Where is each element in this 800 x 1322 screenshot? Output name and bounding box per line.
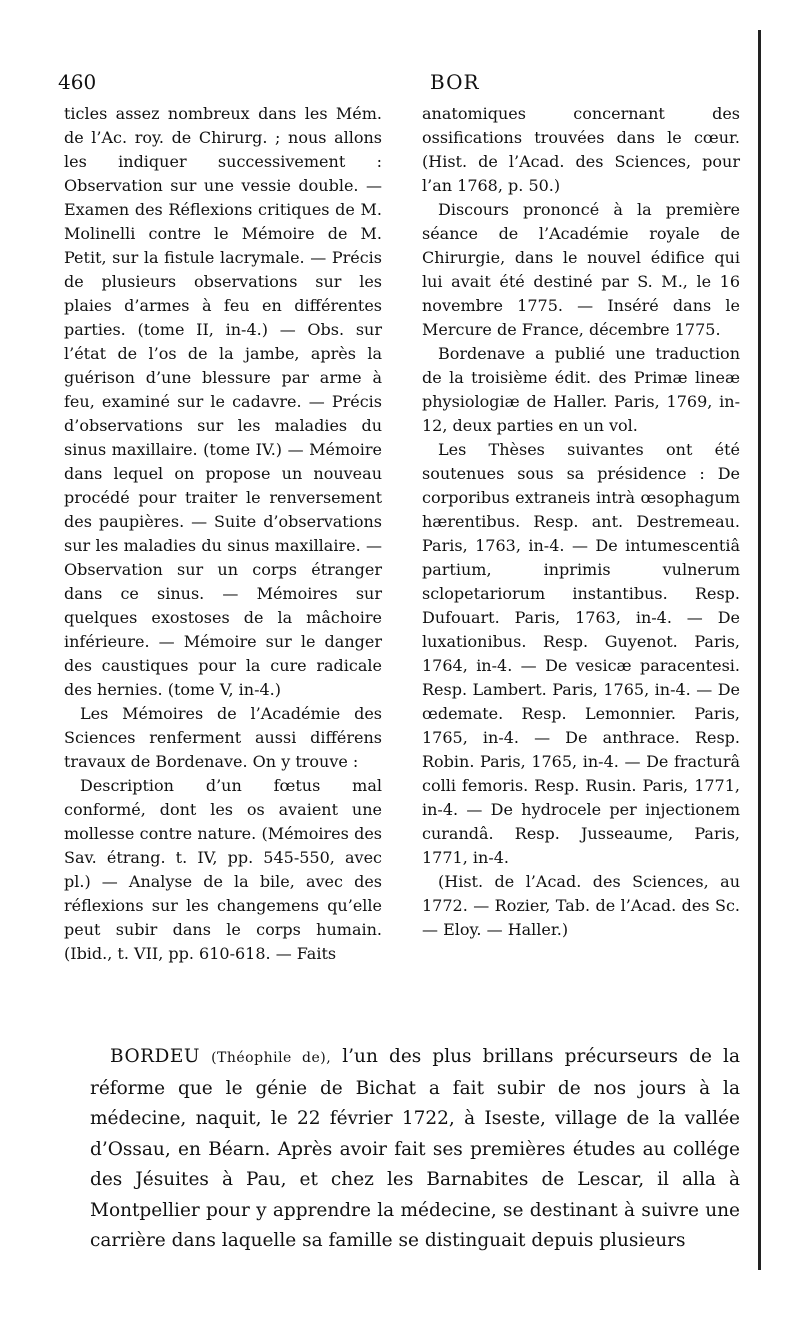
right-paragraph-theses: Les Thèses suivantes ont été soutenues sous sa présidence : De corporibus extraneis intrà œsophagum hærentibus. Resp. ant. Destremeau. Paris, 1763, in-4. — De intumescentiâ partium, inprimis vulnerum sclopetariorum instantibus. Resp. Dufouart. Paris, 1763, in-4. — De luxationibus. Resp. Guyenot. Paris, 1764, in-4. — De vesicæ paracentesi. Resp. Lambert. Paris, 1765, in-4. — De œdemate. Resp. Lemonnier. Paris, 1765, in-4. — De anthrace. Resp. Robin. Paris, 1765, in-4. — De fracturâ colli femoris. Resp. Rusin. Paris, 1771, in-4. — De hydrocele per injectionem curandâ. Resp. Jusseaume, Paris, 1771, in-4. xyxy=(422,440,740,867)
right-column xyxy=(422,102,740,942)
left-paragraph-description: Description d’un fœtus mal conformé, dont les os avaient une mollesse contre nature. (Mémoires des Sav. étrang. t. IV, pp. 545-550, avec pl.) — Analyse de la bile, avec des réflexions sur les changemens qu’elle peut subir dans le corps humain. (Ibid., t. VII, pp. 610-618. — Faits xyxy=(64,776,382,963)
left-column xyxy=(64,102,382,966)
entry-text: l’un des plus brillans précurseurs de la réforme que le génie de Bichat a fait subir de nos jours à la médecine, naquit, le 22 février 1722, à Iseste, village de la vallée d’Ossau, en Béarn. Après avoir fait ses premières études au collége des Jésuites à Pau, et chez les Barnabites de Lescar, il alla à Montpellier pour y apprendre la médecine, se destinant à suivre une carrière dans laquelle sa famille se distinguait depuis plusieurs xyxy=(90,1046,740,1251)
left-paragraph-memoires: Les Mémoires de l’Académie des Sciences renferment aussi différens travaux de Bordenave. On y trouve : xyxy=(64,704,382,771)
right-paragraph-sources: (Hist. de l’Acad. des Sciences, au 1772. — Rozier, Tab. de l’Acad. des Sc. — Eloy. — Haller.) xyxy=(422,872,740,939)
page-header xyxy=(58,70,758,98)
page-edge-bar xyxy=(758,30,761,1270)
bordeu-paragraph xyxy=(90,1042,740,1257)
page-number: 460 xyxy=(58,70,97,94)
right-paragraph-traduction: Bordenave a publié une traduction de la troisième édit. des Primæ lineæ physiologiæ de Haller. Paris, 1769, in-12, deux parties en un vol. xyxy=(422,344,740,435)
right-paragraph-continued: anatomiques concernant des ossifications trouvées dans le cœur. (Hist. de l’Acad. des Sciences, pour l’an 1768, p. 50.) xyxy=(422,104,740,195)
right-paragraph-discours: Discours prononcé à la première séance de l’Académie royale de Chirurgie, dans le nouvel édifice qui lui avait été destiné par S. M., le 16 novembre 1775. — Inséré dans le Mercure de France, décembre 1775. xyxy=(422,200,740,339)
left-paragraph-continued: ticles assez nombreux dans les Mém. de l’Ac. roy. de Chirurg. ; nous allons les indiquer successivement : Observation sur une vessie double. — Examen des Réflexions critiques de M. Molinelli contre le Mémoire de M. Petit, sur la fistule lacrymale. — Précis de plusieurs observations sur les plaies d’armes à feu en différentes parties. (tome II, in-4.) — Obs. sur l’état de l’os de la jambe, après la guérison d’une blessure par arme à feu, examiné sur le cadavre. — Précis d’observations sur les maladies du sinus maxillaire. (tome IV.) — Mémoire dans lequel on propose un nouveau procédé pour traiter le renversement des paupières. — Suite d’observations sur les maladies du sinus maxillaire. — Observation sur un corps étranger dans ce sinus. — Mémoires sur quelques exostoses de la mâchoire inférieure. — Mémoire sur le danger des caustiques pour la cure radicale des hernies. (tome V, in-4.) xyxy=(64,104,382,699)
entry-forename: (Théophile de), xyxy=(211,1050,332,1066)
running-head: BOR xyxy=(430,70,480,94)
entry-headword: BORDEU xyxy=(110,1046,200,1067)
bordeu-entry xyxy=(90,1042,740,1257)
